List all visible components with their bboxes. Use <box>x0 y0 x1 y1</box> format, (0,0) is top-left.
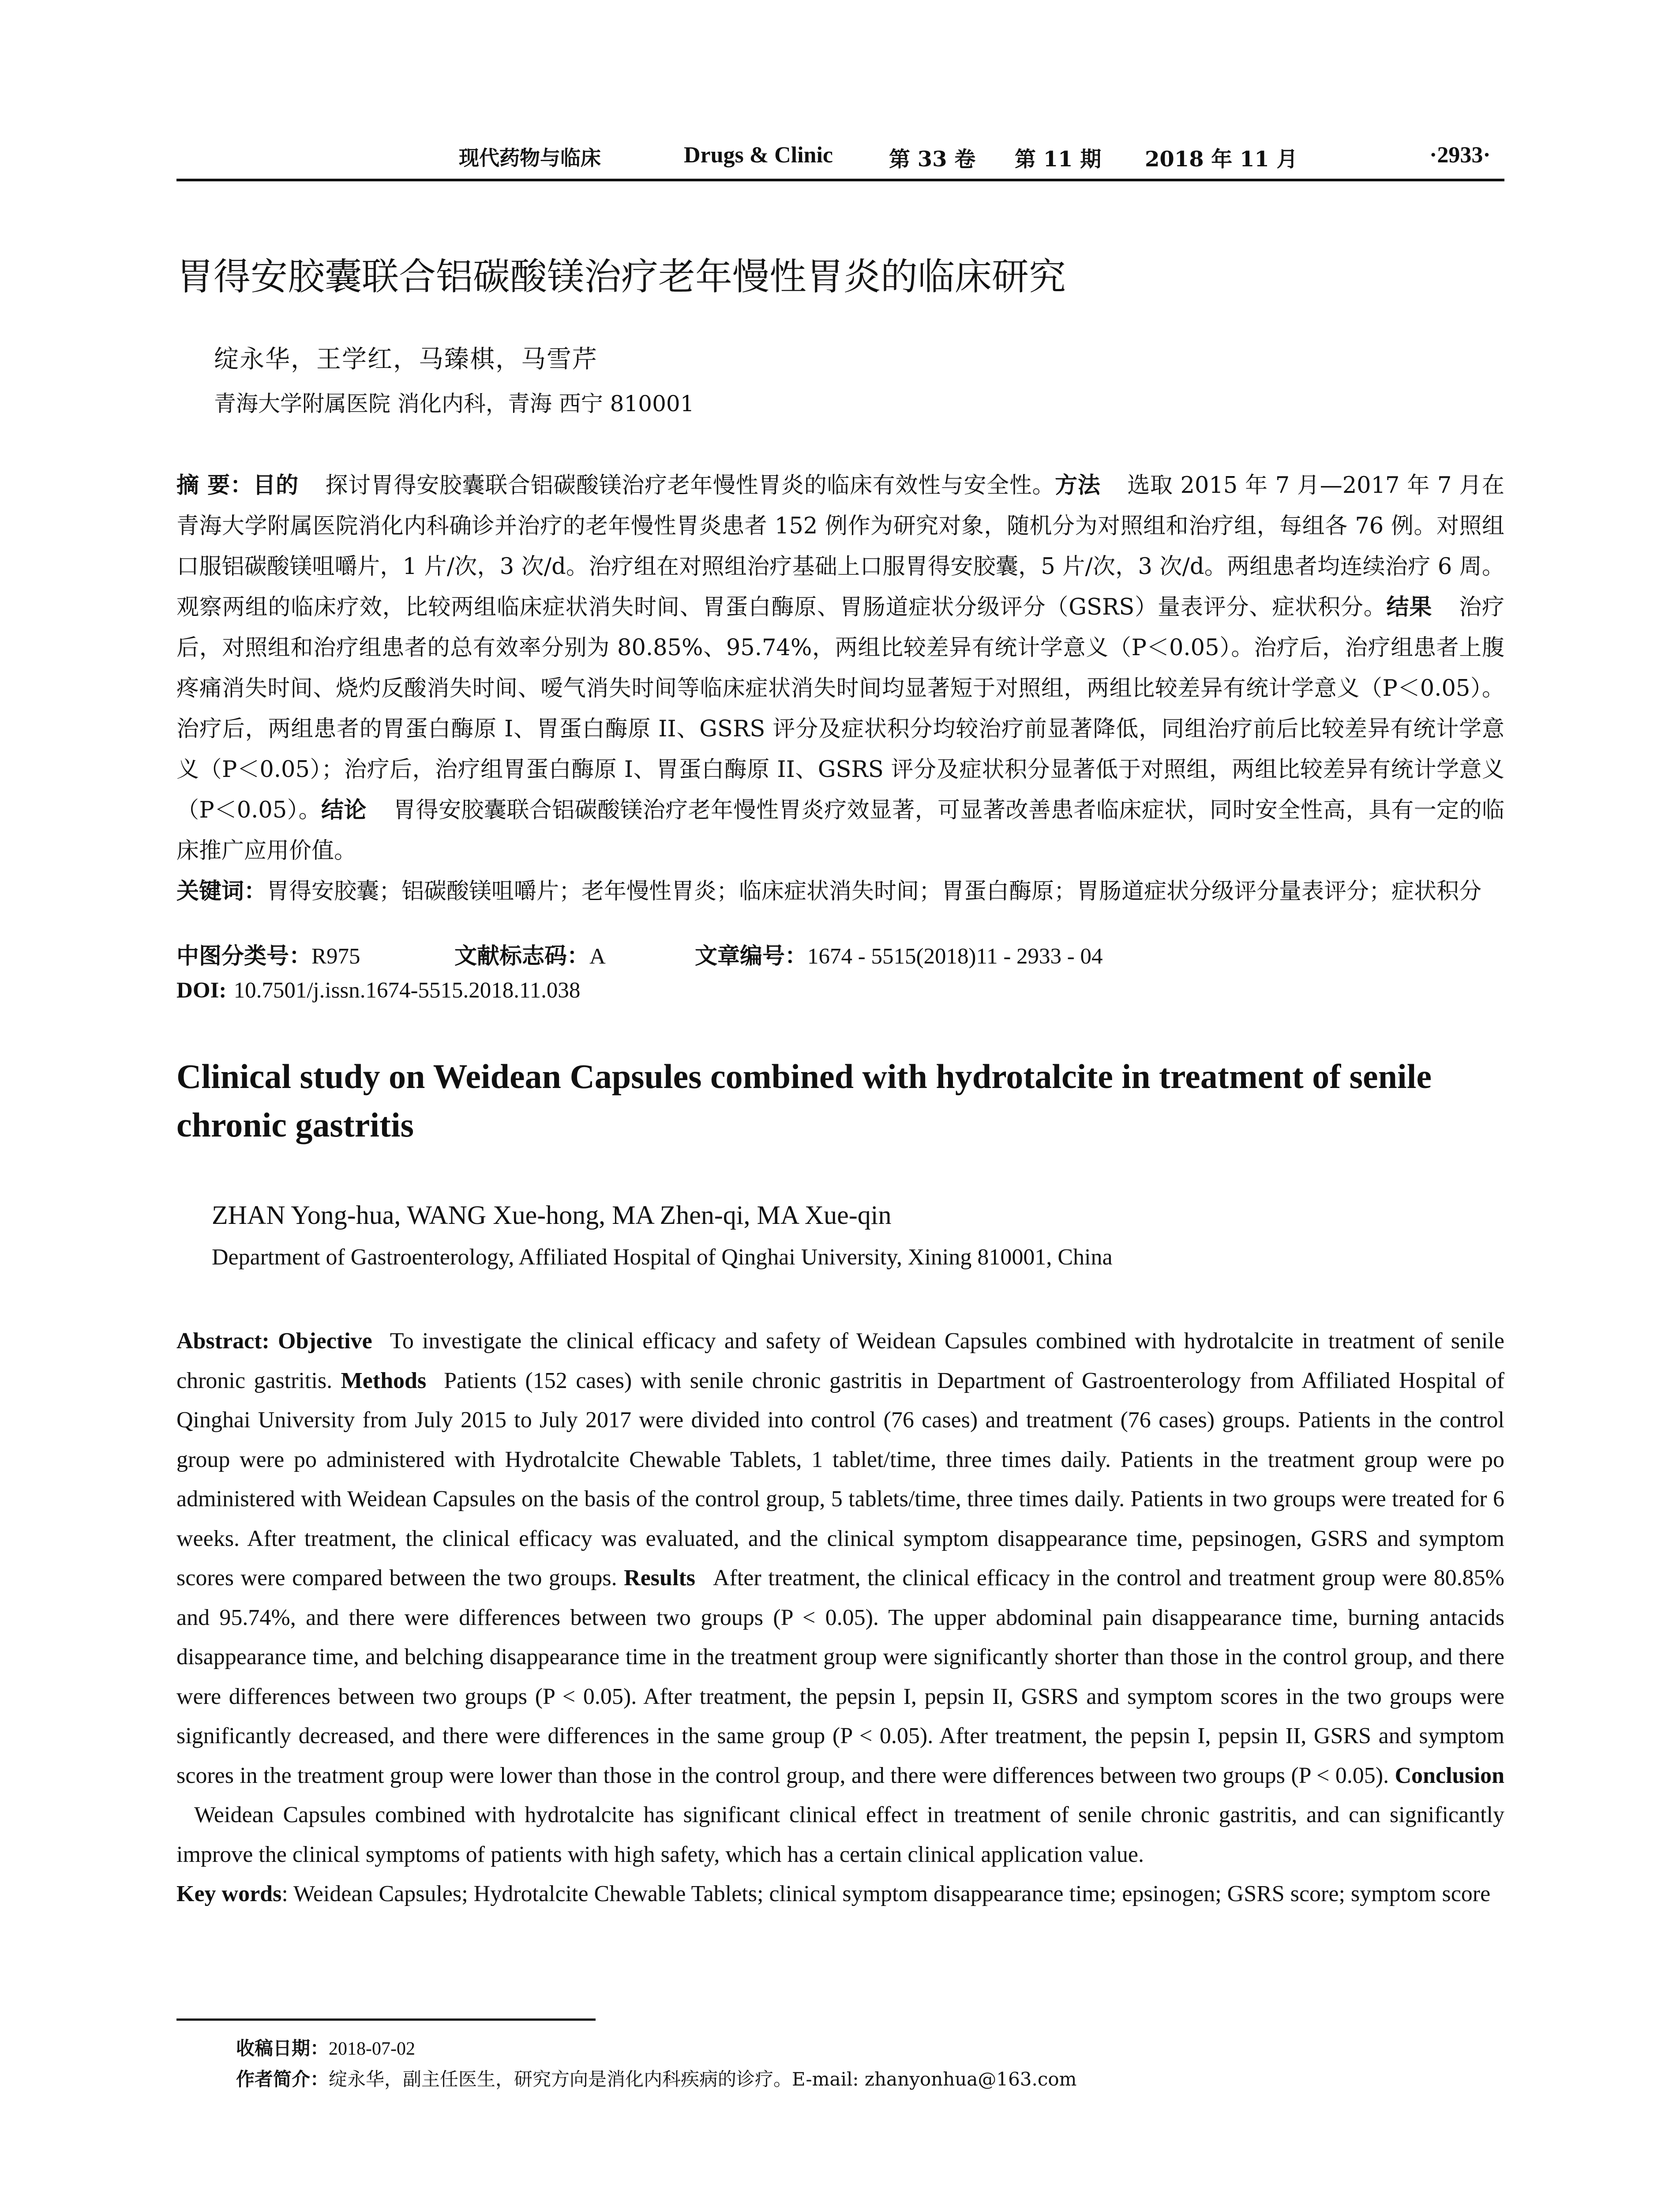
en-methods: Patients (152 cases) with senile chronic gastritis in Department of Gastroenterology from Affiliated Hospital of Qinghai University from July 2015 to July 2017 were divided into control (76 cases) and treatment (76 cases) groups. Patients in the control group were po administered with Hydrotalcite Chewable Tablets, 1 tablet/time, three times daily. Patients in the treatment group were po administered with Weidean Capsules on the basis of the control group, 5 tablets/time, three times daily. Patients in two groups were treated for 6 weeks. After treatment, the clinical efficacy was evaluated, and the clinical symptom disappearance time, pepsinogen, GSRS and symptom scores were compared between the two groups. <box>176 1368 1504 1591</box>
doi-line <box>176 977 580 1003</box>
article-no-value: 1674 - 5515(2018)11 - 2933 - 04 <box>807 944 1103 969</box>
received-date: 2018-07-02 <box>329 2039 415 2059</box>
cn-abstract-label: 摘 要： <box>176 473 253 499</box>
en-conclusion-label: Conclusion <box>1395 1763 1504 1788</box>
article-no-label: 文章编号： <box>695 943 808 969</box>
cn-keywords-label: 关键词： <box>176 878 267 904</box>
en-title: Clinical study on Weidean Capsules combined with hydrotalcite in treatment of senile chronic gastritis <box>176 1057 1432 1144</box>
cn-objective-label: 目的 <box>253 473 299 499</box>
en-abstract <box>176 1321 1504 1914</box>
doi-label: DOI: <box>176 978 227 1003</box>
cn-conclusion: 胃得安胶囊联合铝碳酸镁治疗老年慢性胃炎疗效显著，可显著改善患者临床症状，同时安全性高，具有一定的临床推广应用价值。 <box>176 797 1504 864</box>
cn-keywords: 胃得安胶囊；铝碳酸镁咀嚼片；老年慢性胃炎；临床症状消失时间；胃蛋白酶原；胃肠道症状分级评分量表评分；症状积分 <box>266 878 1482 904</box>
en-objective-label: Objective <box>278 1328 372 1354</box>
issue-date: 2018 年 11 月 <box>1145 147 1298 172</box>
author-bio-label: 作者简介： <box>236 2068 329 2090</box>
cn-title: 胃得安胶囊联合铝碳酸镁治疗老年慢性胃炎的临床研究 <box>176 255 1066 298</box>
cn-objective: 探讨胃得安胶囊联合铝碳酸镁治疗老年慢性胃炎的临床有效性与安全性。 <box>325 473 1055 499</box>
doc-code-label: 文献标志码： <box>454 943 590 969</box>
volume: 第 33 卷 <box>889 147 976 172</box>
cn-results: 治疗后，对照组和治疗组患者的总有效率分别为 80.85%、95.74%，两组比较差异有统计学意义（P＜0.05）。治疗后，治疗组患者上腹疼痛消失时间、烧灼反酸消失时间、嗳气消失时间等临床症状消失时间均显著短于对照组，两组比较差异有统计学意义（P＜0.05）。治疗后，两组患者的胃蛋白酶原 I、胃蛋白酶原 II、GSRS 评分及症状积分均较治疗前显著降低，同组治疗前后比较差异有统计学意义（P＜0.05）；治疗后，治疗组胃蛋白酶原 I、胃蛋白酶原 II、GSRS 评分及症状积分显著低于对照组，两组比较差异有统计学意义（P＜0.05）。 <box>176 594 1504 823</box>
cn-methods: 选取 2015 年 7 月—2017 年 7 月在青海大学附属医院消化内科确诊并治疗的老年慢性胃炎患者 152 例作为研究对象，随机分为对照组和治疗组，每组各 76 例。对照组口服铝碳酸镁咀嚼片，1 片/次，3 次/d。治疗组在对照组治疗基础上口服胃得安胶囊，5 片/次，3 次/d。两组患者均连续治疗 6 周。观察两组的临床疗效，比较两组临床症状消失时间、胃蛋白酶原、胃肠道症状分级评分（GSRS）量表评分、症状积分。 <box>176 473 1504 620</box>
journal-name-en: Drugs & Clinic <box>684 143 833 168</box>
received-date-note <box>236 2034 415 2060</box>
cn-affiliation: 青海大学附属医院 消化内科，青海 西宁 810001 <box>214 391 694 416</box>
clc-value: R975 <box>311 944 360 969</box>
issue: 第 11 期 <box>1015 147 1102 172</box>
en-abstract-label: Abstract: <box>176 1328 270 1354</box>
en-methods-label: Methods <box>341 1368 427 1393</box>
en-results-label: Results <box>624 1565 695 1591</box>
en-affiliation: Department of Gastroenterology, Affiliated Hospital of Qinghai University, Xining 810001, China <box>212 1245 1113 1270</box>
page-number: ·2933· <box>1429 143 1491 168</box>
journal-name-cn: 现代药物与临床 <box>459 146 601 170</box>
cn-conclusion-label: 结论 <box>321 797 367 823</box>
cn-methods-label: 方法 <box>1055 473 1101 499</box>
doi-value: 10.7501/j.issn.1674-5515.2018.11.038 <box>233 978 581 1003</box>
cn-authors: 绽永华，王学红，马臻棋，马雪芹 <box>214 345 598 374</box>
en-keywords: : Weidean Capsules; Hydrotalcite Chewable Tablets; clinical symptom disappearance time; epsinogen; GSRS score; symptom score <box>281 1881 1491 1906</box>
en-authors: ZHAN Yong-hua, WANG Xue-hong, MA Zhen-qi, MA Xue-qin <box>212 1201 892 1230</box>
header-rule <box>176 179 1504 181</box>
author-bio: 绽永华，副主任医生，研究方向是消化内科疾病的诊疗。E-mail: zhanyonhua@163.com <box>329 2068 1077 2090</box>
en-results: After treatment, the clinical efficacy in the control and treatment group were 80.85% and 95.74%, and there were differences between two groups (P < 0.05). The upper abdominal pain disappearance time, burning antacids disappearance time, and belching disappearance time in the treatment group were significantly shorter than those in the control group, and there were differences between two groups (P < 0.05). After treatment, the pepsin I, pepsin II, GSRS and symptom scores in the two groups were significantly decreased, and there were differences in the same group (P < 0.05). After treatment, the pepsin I, pepsin II, GSRS and symptom scores in the treatment group were lower than those in the control group, and there were differences between two groups (P < 0.05). <box>176 1565 1505 1788</box>
classification-line <box>176 938 1504 968</box>
cn-abstract <box>176 465 1504 912</box>
en-keywords-label: Key words <box>176 1881 282 1906</box>
clc-label: 中图分类号： <box>176 943 312 969</box>
footnote-rule <box>176 2018 596 2021</box>
doc-code-value: A <box>589 944 606 969</box>
cn-results-label: 结果 <box>1386 594 1432 620</box>
running-header <box>176 142 1504 177</box>
author-bio-note <box>236 2065 1077 2091</box>
en-objective: To investigate the clinical efficacy and safety of Weidean Capsules combined with hydrotalcite in treatment of senile chronic gastritis. <box>176 1328 1504 1393</box>
en-conclusion: Weidean Capsules combined with hydrotalcite has significant clinical effect in treatment of senile chronic gastritis, and can significantly improve the clinical symptoms of patients with high safety, which has a certain clinical application value. <box>176 1802 1504 1867</box>
received-label: 收稿日期： <box>236 2037 329 2059</box>
